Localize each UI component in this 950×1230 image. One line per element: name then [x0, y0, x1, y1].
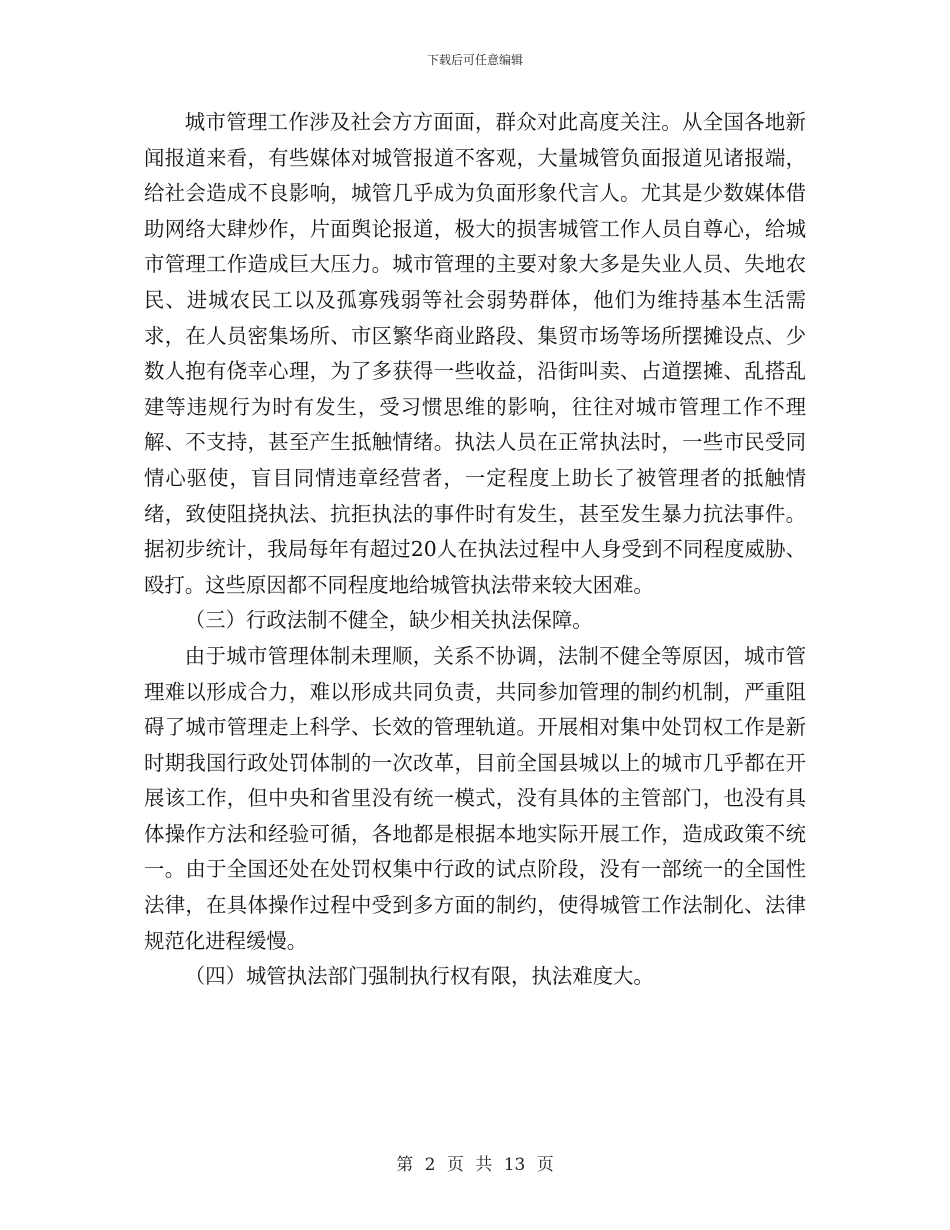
document-body	[144, 105, 806, 995]
page-header-note: 下载后可任意编辑	[426, 53, 523, 67]
page-number-footer: 第 2 页 共 13 页	[396, 1155, 554, 1175]
section-heading-3: （三）行政法制不健全，缺少相关执法保障。	[184, 608, 593, 633]
body-paragraph-2: 由于城市管理体制未理顺，关系不协调，法制不健全等原因，城市管理难以形成合力，难以形成共同负责，共同参加管理的制约机制，严重阻碍了城市管理走上科学、长效的管理轨道。开展相对集中处罚权工作是新时期我国行政处罚体制的一次改革，目前全国县城以上的城市几乎都在开展该工作，但中央和省里没有统一模式，没有具体的主管部门，也没有具体操作方法和经验可循，各地都是根据本地实际开展工作，造成政策不统一。由于全国还处在处罚权集中行政的试点阶段，没有一部统一的全国性法律，在具体操作过程中受到多方面的制约，使得城管工作法制化、法律规范化进程缓慢。	[144, 643, 806, 953]
section-heading-4: （四）城管执法部门强制执行权有限，执法难度大。	[184, 964, 654, 989]
body-paragraph-1: 城市管理工作涉及社会方方面面，群众对此高度关注。从全国各地新闻报道来看，有些媒体对城管报道不客观，大量城管负面报道见诸报端，给社会造成不良影响，城管几乎成为负面形象代言人。尤其是少数媒体借助网络大肆炒作，片面舆论报道，极大的损害城管工作人员自尊心，给城市管理工作造成巨大压力。城市管理的主要对象大多是失业人员、失地农民、进城农民工以及孤寡残弱等社会弱势群体，他们为维持基本生活需求，在人员密集场所、市区繁华商业路段、集贸市场等场所摆摊设点、少数人抱有侥幸心理，为了多获得一些收益，沿街叫卖、占道摆摊、乱搭乱建等违规行为时有发生，受习惯思维的影响，往往对城市管理工作不理解、不支持，甚至产生抵触情绪。执法人员在正常执法时，一些市民受同情心驱使，盲目同情违章经营者，一定程度上助长了被管理者的抵触情绪，致使阻挠执法、抗拒执法的事件时有发生，甚至发生暴力抗法事件。据初步统计，我局每年有超过20人在执法过程中人身受到不同程度威胁、殴打。这些原因都不同程度地给城管执法带来较大困难。	[144, 110, 806, 597]
